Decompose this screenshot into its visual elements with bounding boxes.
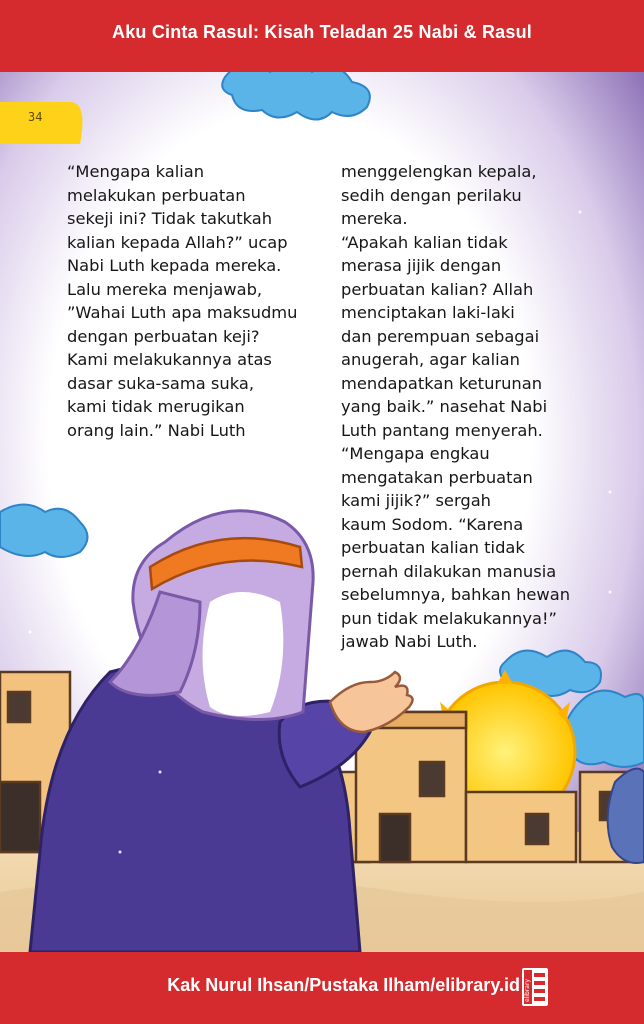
book-header [0,0,644,72]
page-number: 34 [28,110,43,124]
logo-text: elibrary [524,979,531,1002]
book-title: Aku Cinta Rasul: Kisah Teladan 25 Nabi & Rasul [112,22,532,42]
story-page [0,72,644,952]
book-footer [0,952,644,1024]
logo-bars [534,973,545,1001]
page-number-tag [0,102,90,144]
story-text-right: menggelengkan kepala, sedih dengan perilaku mereka. “Apakah kalian tidak merasa jijik dengan perbuatan kalian? Allah menciptakan laki-laki dan perempuan sebagai anugerah, agar kalian mendapatkan keturunan yang baik.” nasehat Nabi Luth pantang menyerah. “Mengapa engkau mengatakan perbuatan kami jijik?” sergah kaum Sodom. “Karena perbuatan kalian tidak pernah dilakukan manusia sebelumnya, bahkan hewan pun tidak melakukannya!” jawab Nabi Luth. [341,162,571,651]
elibrary-logo-icon [522,968,548,1006]
story-text-left: “Mengapa kalian melakukan perbuatan sekeji ini? Tidak takutkah kalian kepada Allah?” ucap Nabi Luth kepada mereka. Lalu mereka menjawab, ”Wahai Luth apa maksudmu dengan perbuatan keji? Kami melakukannya atas dasar suka-sama suka, kami tidak merugikan orang lain.” Nabi Luth [67,162,298,440]
footer-credit: Kak Nurul Ihsan/Pustaka Ilham/elibrary.id [167,975,520,995]
